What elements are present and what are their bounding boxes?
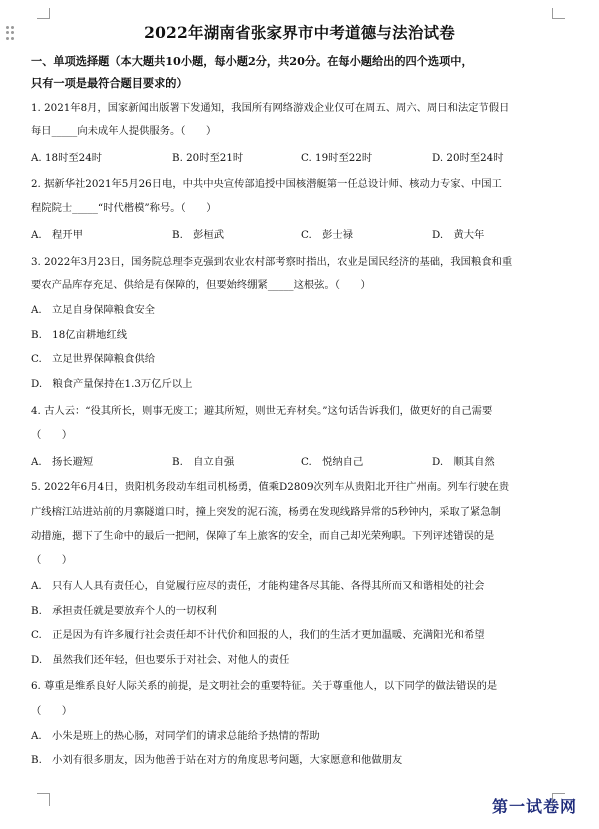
q5-stem-line2: 广线榕江站进站前的月寨隧道口时，撞上突发的泥石流，杨勇在发现线路异常的5秒钟内，采取了紧急制 (31, 506, 501, 518)
q2-stem-line1: 2. 据新华社2021年5月26日电，中共中央宣传部追授中国核潜艇第一任总设计师、核动力专家、中国工 (31, 178, 502, 190)
q3-option-c[interactable]: C. 立足世界保障粮食供给 (31, 353, 156, 365)
q6-option-b[interactable]: B. 小刘有很多朋友，因为他善于站在对方的角度思考问题，大家愿意和他做朋友 (31, 754, 403, 766)
q1-option-b[interactable]: B. 20时至21时 (172, 152, 244, 164)
q5-stem-line3: 动措施，摁下了生命中的最后一把闸，保障了车上旅客的安全，而自己却光荣殉职。下列评述错误的是 (31, 530, 495, 542)
q1-options (31, 151, 571, 165)
q2-option-c[interactable]: C. 彭士禄 (301, 229, 353, 241)
q4-stem-line1: 4. 古人云：“役其所长，则事无废工；避其所短，则世无弃材矣。”这句话告诉我们，做更好的自己需要 (31, 405, 493, 417)
site-watermark-logo: 第一试卷网 (492, 797, 578, 816)
q6-option-a[interactable]: A. 小朱是班上的热心肠，对同学们的请求总能给予热情的帮助 (31, 730, 320, 742)
q3-option-d[interactable]: D. 粮食产量保持在1.3万亿斤以上 (31, 378, 193, 390)
q2-option-b[interactable]: B. 彭桓武 (172, 229, 225, 241)
q3-option-a[interactable]: A. 立足自身保障粮食安全 (31, 304, 155, 316)
q4-option-d[interactable]: D. 顺其自然 (432, 456, 495, 468)
page-title: 2022年湖南省张家界市中考道德与法治试卷 (144, 23, 455, 42)
q2-stem-line2: 程院院士_____“时代楷模”称号。（ ） (31, 202, 217, 214)
section-heading-line2: 只有一项是最符合题目要求的） (31, 76, 188, 90)
q2-option-a[interactable]: A. 程开甲 (31, 229, 83, 241)
q5-option-c[interactable]: C. 正是因为有许多履行社会责任却不计代价和回报的人，我们的生活才更加温暖、充满阳光和希望 (31, 629, 485, 641)
q1-option-d[interactable]: D. 20时至24时 (432, 152, 504, 164)
q1-stem-line2: 每日_____向未成年人提供服务。（ ） (31, 125, 217, 137)
q5-option-a[interactable]: A. 只有人人具有责任心，自觉履行应尽的责任，才能构建各尽其能、各得其所而又和谐相处的社会 (31, 580, 485, 592)
q4-option-b[interactable]: B. 自立自强 (172, 456, 235, 468)
q4-stem-line2: （ ） (31, 429, 73, 441)
q1-option-a[interactable]: A. 18时至24时 (31, 152, 103, 164)
q5-option-d[interactable]: D. 虽然我们还年轻，但也要乐于对社会、对他人的责任 (31, 654, 290, 666)
q3-stem-line2: 要农产品库存充足、供给是有保障的，但要始终绷紧_____这根弦。（ ） (31, 279, 371, 291)
q3-option-b[interactable]: B. 18亿亩耕地红线 (31, 329, 128, 341)
q5-stem-line4: （ ） (31, 554, 73, 566)
q5-option-b[interactable]: B. 承担责任就是要放弃个人的一切权利 (31, 605, 217, 617)
q4-option-a[interactable]: A. 扬长避短 (31, 456, 94, 468)
crop-mark-top-right (552, 8, 565, 19)
q3-stem-line1: 3. 2022年3月23日，国务院总理李克强到农业农村部考察时指出，农业是国民经济的基础，我国粮食和重 (31, 256, 513, 268)
q5-stem-line1: 5. 2022年6月4日，贵阳机务段动车组司机杨勇，值乘D2809次列车从贵阳北开往广州南。列车行驶在贵 (31, 481, 510, 493)
section-heading-line1: 一、单项选择题（本大题共10小题，每小题2分，共20分。在每小题给出的四个选项中， (31, 54, 473, 68)
q6-stem-line2: （ ） (31, 705, 73, 717)
q4-options (31, 455, 571, 469)
q4-option-c[interactable]: C. 悦纳自己 (301, 456, 364, 468)
q2-options (31, 228, 571, 242)
crop-mark-bottom-left (37, 793, 50, 806)
q1-option-c[interactable]: C. 19时至22时 (301, 152, 373, 164)
crop-mark-top-left (37, 8, 50, 19)
q2-option-d[interactable]: D. 黄大年 (432, 229, 485, 241)
q1-stem-line1: 1. 2021年8月，国家新闻出版署下发通知，我国所有网络游戏企业仅可在周五、周六、周日和法定节假日 (31, 102, 510, 114)
q6-stem-line1: 6. 尊重是维系良好人际关系的前提，是文明社会的重要特征。关于尊重他人，以下同学的做法错误的是 (31, 680, 498, 692)
